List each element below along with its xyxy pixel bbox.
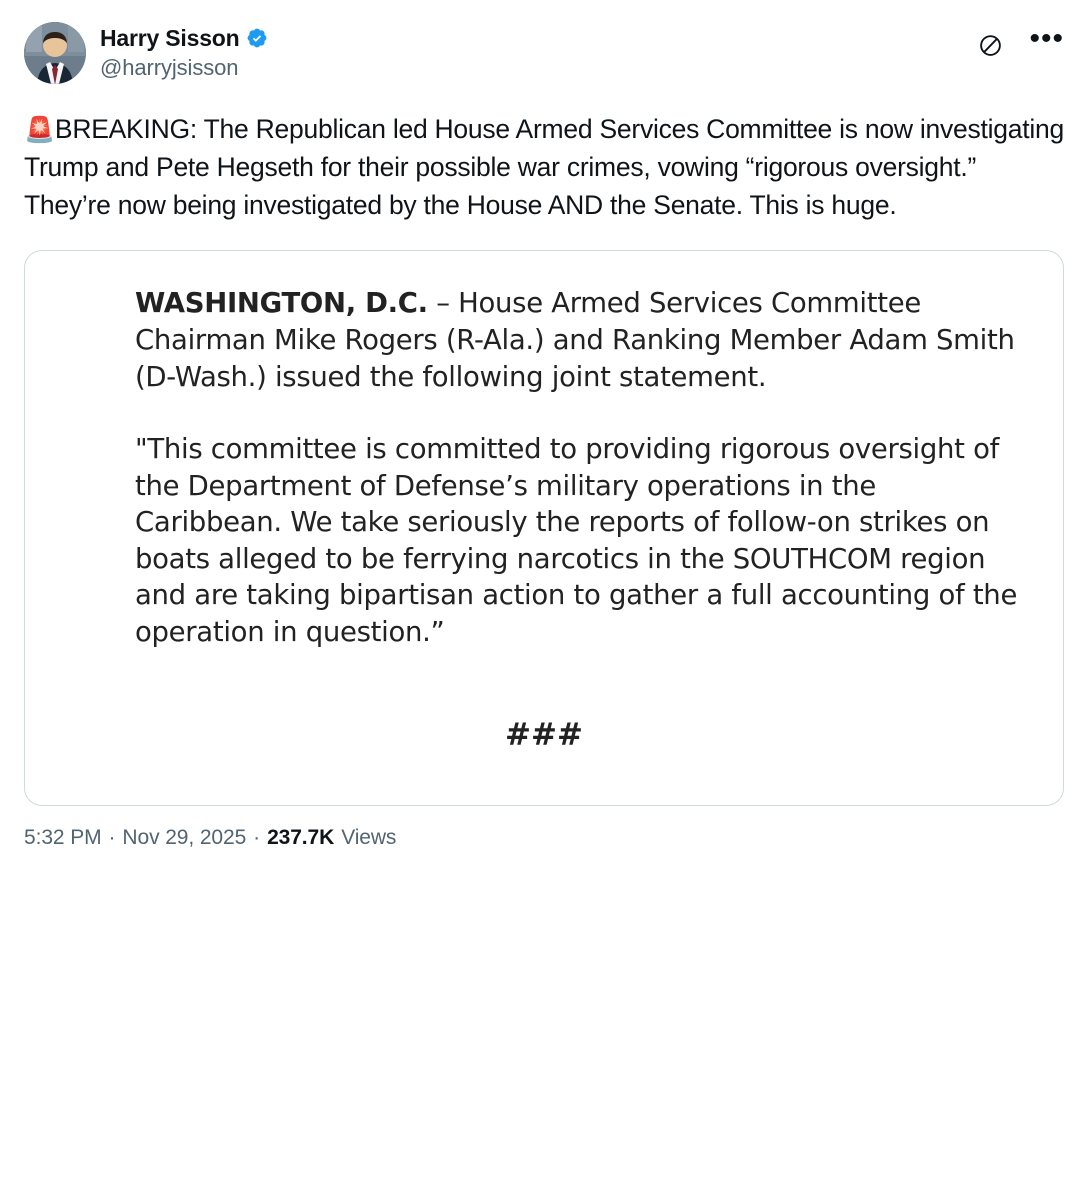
footer-separator-2: · (253, 825, 261, 849)
tweet-footer (24, 826, 1064, 850)
statement-dateline: WASHINGTON, D.C. (135, 287, 428, 320)
account-names (100, 22, 268, 82)
tweet-time: 5:32 PM (24, 825, 102, 849)
tweet-text (24, 110, 1071, 224)
tweet-header (24, 22, 1064, 84)
statement-text (135, 285, 1023, 650)
statement-paragraph-1 (135, 285, 1023, 395)
slashed-circle-icon[interactable] (978, 33, 1003, 58)
tweet-body: BREAKING: The Republican led House Armed Services Committee is now investigating Trump and Pete Hegseth for their possible war crimes, vowing “rigorous oversight.” They’re now being investigated by the House AND the Senate. This is huge. (24, 114, 1071, 221)
siren-emoji: 🚨 (24, 116, 55, 144)
views-count: 237.7K (267, 825, 335, 849)
statement-paragraph-1-text: – House Armed Services Committee Chairman Mike Rogers (R-Ala.) and Ranking Member Adam Smith (D-Wash.) issued the following joint statement. (135, 287, 1015, 393)
tweet-date: Nov 29, 2025 (122, 825, 247, 849)
account-handle: @harryjsisson (100, 55, 239, 81)
statement-end-marker: ### (505, 716, 583, 753)
avatar[interactable] (24, 22, 86, 84)
statement-paragraph-2: "This committee is committed to providing rigorous oversight of the Department of Defense’s military operations in the Caribbean. We take seriously the reports of follow-on strikes on boats alleged to be ferrying narcotics in the SOUTHCOM region and are taking bipartisan action to gather a full accounting of the operation in question.” (135, 433, 1018, 648)
quoted-statement-card[interactable] (24, 250, 1064, 805)
verified-badge-icon (246, 27, 268, 49)
views-label: Views (341, 825, 397, 849)
display-name: Harry Sisson (100, 25, 240, 51)
header-actions (978, 22, 1064, 58)
footer-separator-1: · (108, 825, 116, 849)
more-options-icon[interactable]: ••• (1029, 22, 1064, 55)
display-name-row[interactable] (100, 24, 268, 52)
